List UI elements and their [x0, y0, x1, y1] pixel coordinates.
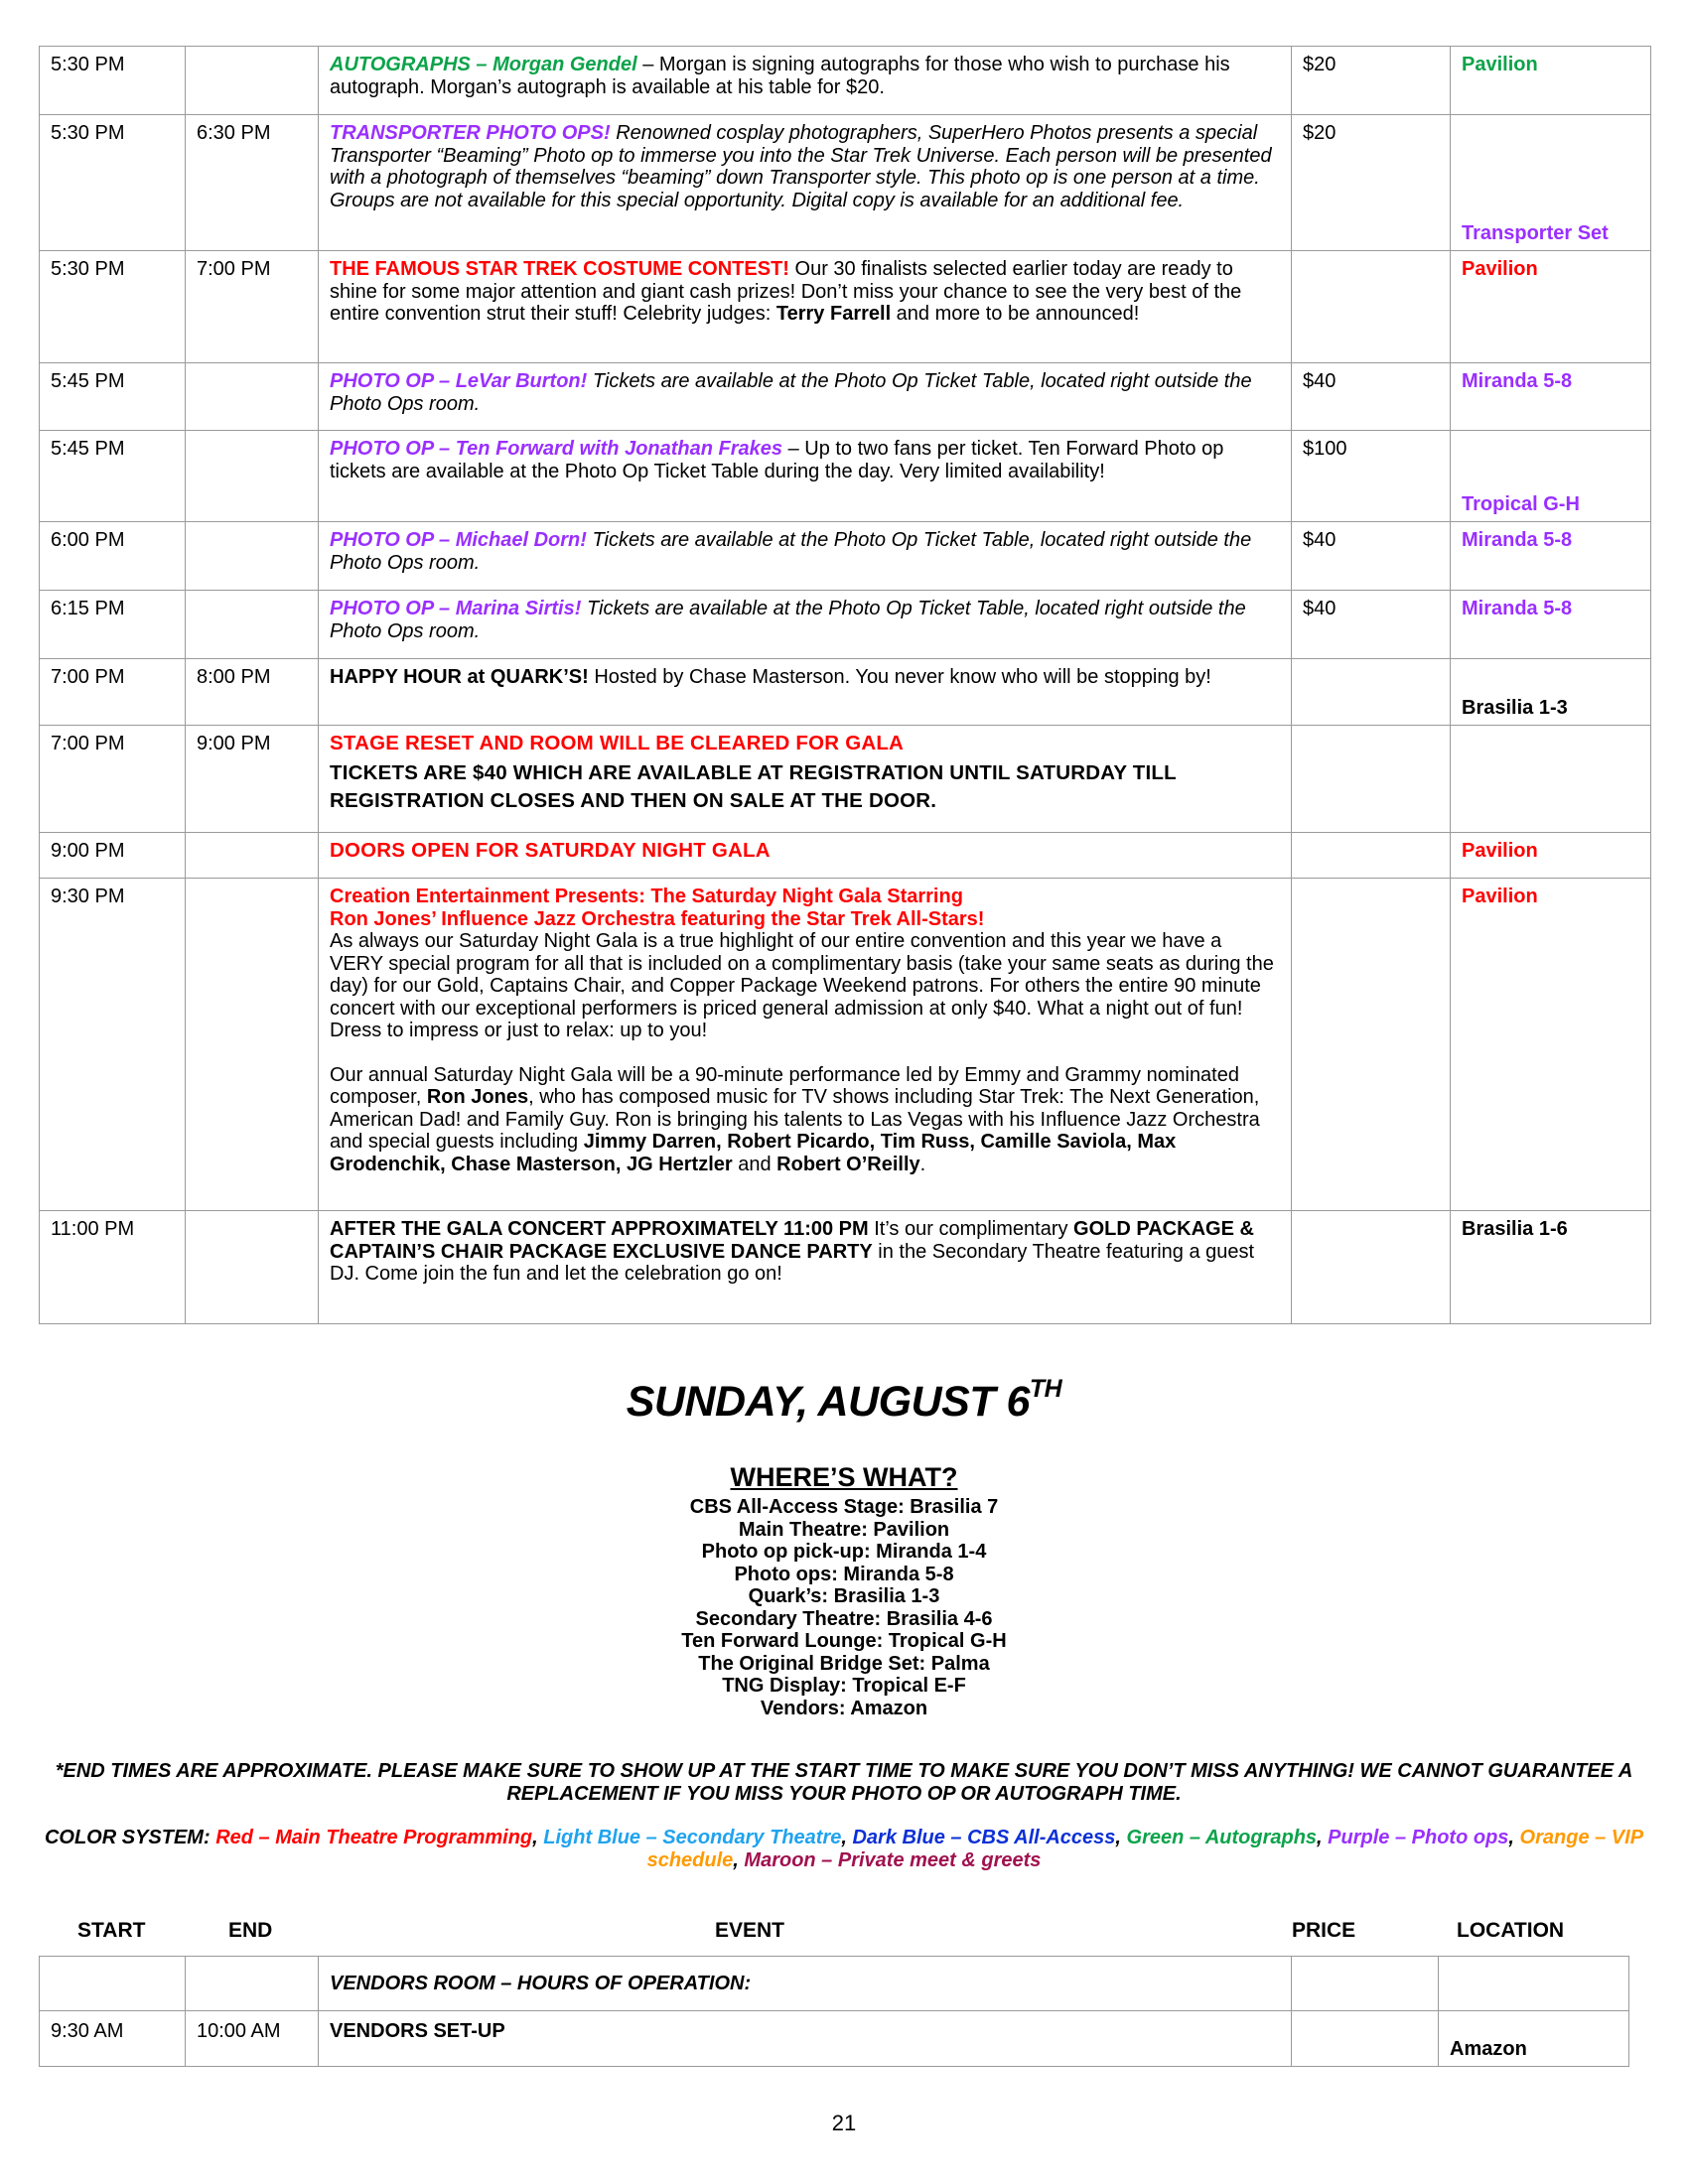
start-time	[40, 1957, 186, 2011]
event-cell	[319, 833, 1292, 879]
list-item: Photo op pick-up: Miranda 1-4	[701, 1541, 987, 1563]
end-time	[186, 363, 319, 431]
event-text: – Morgan is signing autographs for those who wish to purchase his autograph. Morgan’s autograph is available at his table for $20.	[330, 54, 1230, 98]
column-header-price: PRICE	[1292, 1919, 1356, 1942]
end-time: 6:30 PM	[186, 115, 319, 251]
location: Miranda 5-8	[1451, 591, 1651, 659]
end-times-note: *END TIMES ARE APPROXIMATE. PLEASE MAKE SURE TO SHOW UP AT THE START TIME TO MAKE SURE YOU DON’T MISS ANYTHING! WE CANNOT GUARANTEE A REPLACEMENT IF YOU MISS YOUR PHOTO OP OR AUTOGRAPH TIME.	[55, 1760, 1633, 1805]
start-time: 5:30 PM	[40, 115, 186, 251]
guest-names: Jimmy Darren, Robert Picardo, Tim Russ, Camille Saviola, Max Grodenchik, Chase Masterson, JG Hertzler	[330, 1131, 1177, 1175]
event-title: PHOTO OP – Ten Forward with Jonathan Frakes	[330, 438, 783, 460]
event-cell	[319, 522, 1292, 591]
event-title: HAPPY HOUR at QUARK’S!	[330, 666, 589, 688]
color-system-label: COLOR SYSTEM:	[44, 1827, 216, 1848]
table-row	[40, 591, 1651, 659]
event-subtitle: Ron Jones’ Influence Jazz Orchestra featuring the Star Trek All-Stars!	[330, 907, 985, 930]
composer-name: Ron Jones	[426, 1086, 529, 1108]
table-row	[40, 659, 1651, 726]
table-row	[40, 363, 1651, 431]
legend-dark-blue: Dark Blue – CBS All-Access	[852, 1827, 1116, 1848]
table-row	[40, 522, 1651, 591]
color-system-legend	[40, 1827, 1648, 1871]
legend-separator: ,	[1317, 1827, 1329, 1848]
end-time: 7:00 PM	[186, 251, 319, 363]
event-cell	[319, 879, 1292, 1211]
event-cell	[319, 363, 1292, 431]
event-cell: VENDORS ROOM – HOURS OF OPERATION:	[319, 1957, 1292, 2011]
end-time: 10:00 AM	[186, 2011, 319, 2067]
paragraph-text: and	[732, 1153, 777, 1175]
start-time: 7:00 PM	[40, 726, 186, 833]
event-tail: and more to be announced!	[891, 303, 1140, 325]
location: Brasilia 1-6	[1451, 1211, 1651, 1324]
list-item: Ten Forward Lounge: Tropical G-H	[681, 1630, 1007, 1652]
paragraph-gap	[330, 1042, 1279, 1064]
end-time	[186, 47, 319, 115]
end-time	[186, 522, 319, 591]
end-time	[186, 431, 319, 522]
event-text: TICKETS ARE $40 WHICH ARE AVAILABLE AT REGISTRATION UNTIL SATURDAY TILL REGISTRATION CLOSES AND THEN ON SALE AT THE DOOR.	[330, 760, 1177, 812]
wheres-what-title: WHERE’S WHAT?	[730, 1462, 958, 1492]
event-bold: GOLD PACKAGE & CAPTAIN’S CHAIR PACKAGE EXCLUSIVE DANCE PARTY	[330, 1218, 1254, 1263]
saturday-schedule-table	[39, 46, 1651, 1324]
table-row	[40, 1957, 1629, 2011]
table-row	[40, 47, 1651, 115]
price	[1292, 1957, 1439, 2011]
start-time: 11:00 PM	[40, 1211, 186, 1324]
column-header-start: START	[77, 1919, 146, 1942]
legend-separator: ,	[841, 1827, 853, 1848]
legend-maroon: Maroon – Private meet & greets	[744, 1848, 1042, 1871]
location: Tropical G-H	[1451, 431, 1651, 522]
event-text: Tickets are available at the Photo Op Ticket Table, located right outside the Photo Ops room.	[330, 529, 1252, 574]
list-item: Main Theatre: Pavilion	[738, 1518, 950, 1541]
event-cell: VENDORS SET-UP	[319, 2011, 1292, 2067]
event-title: PHOTO OP – Marina Sirtis!	[330, 598, 582, 619]
event-cell	[319, 659, 1292, 726]
list-item: Secondary Theatre: Brasilia 4-6	[695, 1607, 993, 1630]
event-cell	[319, 115, 1292, 251]
start-time: 7:00 PM	[40, 659, 186, 726]
start-time: 9:30 AM	[40, 2011, 186, 2067]
location: Miranda 5-8	[1451, 522, 1651, 591]
legend-light-blue: Light Blue – Secondary Theatre	[543, 1827, 842, 1848]
column-header-end: END	[228, 1919, 273, 1942]
event-cell	[319, 726, 1292, 833]
list-item: Quark’s: Brasilia 1-3	[748, 1585, 940, 1607]
event-text: Hosted by Chase Masterson. You never know who will be stopping by!	[588, 666, 1211, 688]
start-time: 9:30 PM	[40, 879, 186, 1211]
location: Amazon	[1439, 2011, 1629, 2067]
day-heading-text: SUNDAY, AUGUST 6	[626, 1378, 1030, 1426]
location: Pavilion	[1451, 879, 1651, 1211]
price: $20	[1292, 47, 1451, 115]
start-time: 9:00 PM	[40, 833, 186, 879]
price	[1292, 2011, 1439, 2067]
legend-orange: Orange – VIP schedule	[646, 1827, 1644, 1871]
day-heading	[0, 1374, 1688, 1427]
legend-separator: ,	[1115, 1827, 1127, 1848]
legend-red: Red – Main Theatre Programming	[215, 1827, 533, 1848]
start-time: 5:30 PM	[40, 251, 186, 363]
location: Pavilion	[1451, 47, 1651, 115]
table-row	[40, 833, 1651, 879]
table-row	[40, 726, 1651, 833]
price	[1292, 879, 1451, 1211]
location: Pavilion	[1451, 833, 1651, 879]
price	[1292, 726, 1451, 833]
price	[1292, 251, 1451, 363]
event-text: Tickets are available at the Photo Op Ticket Table, located right outside the Photo Ops room.	[330, 370, 1252, 415]
price: $20	[1292, 115, 1451, 251]
table-row	[40, 2011, 1629, 2067]
wheres-what-list	[0, 1496, 1688, 1719]
location: Brasilia 1-3	[1451, 659, 1651, 726]
list-item: The Original Bridge Set: Palma	[698, 1652, 990, 1675]
location: Transporter Set	[1451, 115, 1651, 251]
list-item: TNG Display: Tropical E-F	[722, 1675, 966, 1697]
list-item: Photo ops: Miranda 5-8	[734, 1563, 954, 1585]
event-tail: in the Secondary Theatre featuring a guest DJ. Come join the fun and let the celebration go on!	[330, 1240, 1255, 1285]
event-title: PHOTO OP – LeVar Burton!	[330, 370, 588, 392]
legend-green: Green – Autographs	[1126, 1827, 1318, 1848]
column-header-location: LOCATION	[1457, 1919, 1565, 1942]
price: $40	[1292, 591, 1451, 659]
day-heading-suffix: TH	[1029, 1374, 1062, 1403]
event-title: TRANSPORTER PHOTO OPS!	[330, 122, 611, 144]
end-time	[186, 591, 319, 659]
end-time: 8:00 PM	[186, 659, 319, 726]
event-paragraph-2	[330, 1064, 1279, 1176]
event-title: AUTOGRAPHS – Morgan Gendel	[330, 54, 637, 75]
event-cell	[319, 431, 1292, 522]
end-time	[186, 879, 319, 1211]
event-cell	[319, 47, 1292, 115]
paragraph-text: , who has composed music for TV shows including Star Trek: The Next Generation, American Dad! and Family Guy. Ron is bringing his talents to Las Vegas with his Influence Jazz Orchestra and special guests including	[330, 1086, 1260, 1153]
event-cell	[319, 251, 1292, 363]
price: $40	[1292, 363, 1451, 431]
legend-separator: ,	[532, 1827, 544, 1848]
paragraph-text: Our annual Saturday Night Gala will be a 90-minute performance led by Emmy and Grammy nominated composer,	[330, 1063, 1239, 1108]
location: Miranda 5-8	[1451, 363, 1651, 431]
table-row	[40, 115, 1651, 251]
list-item: Vendors: Amazon	[760, 1697, 928, 1719]
event-cell	[319, 591, 1292, 659]
start-time: 6:15 PM	[40, 591, 186, 659]
column-header-event: EVENT	[715, 1919, 785, 1942]
list-item: CBS All-Access Stage: Brasilia 7	[689, 1496, 999, 1518]
start-time: 5:30 PM	[40, 47, 186, 115]
event-title: DOORS OPEN FOR SATURDAY NIGHT GALA	[330, 839, 771, 862]
price: $40	[1292, 522, 1451, 591]
location: Pavilion	[1451, 251, 1651, 363]
table-row	[40, 879, 1651, 1211]
event-title: STAGE RESET AND ROOM WILL BE CLEARED FOR GALA	[330, 732, 905, 754]
event-title: PHOTO OP – Michael Dorn!	[330, 529, 587, 551]
event-text: As always our Saturday Night Gala is a true highlight of our entire convention and this year we have a VERY special program for all that is included on a complimentary basis (take your same seats as during the day) for our Gold, Captains Chair, and Copper Package Weekend patrons. For others the entire 90 minute concert with our exceptional performers is priced general admission at only $40. What a night out of fun! Dress to impress or just to relax: up to you!	[330, 930, 1274, 1041]
start-time: 5:45 PM	[40, 431, 186, 522]
event-title: Creation Entertainment Presents: The Saturday Night Gala Starring	[330, 886, 963, 907]
event-text: Our 30 finalists selected earlier today are ready to shine for some major attention and giant cash prizes! Don’t miss your chance to see the very best of the entire convention strut their stuff! Celebrity judges:	[330, 258, 1242, 325]
legend-separator: ,	[1508, 1827, 1520, 1848]
event-title: THE FAMOUS STAR TREK COSTUME CONTEST!	[330, 258, 789, 280]
price	[1292, 659, 1451, 726]
table-row	[40, 251, 1651, 363]
price	[1292, 1211, 1451, 1324]
location	[1451, 726, 1651, 833]
end-time	[186, 833, 319, 879]
paragraph-text: .	[919, 1153, 926, 1175]
event-bold: Terry Farrell	[775, 303, 892, 325]
price	[1292, 833, 1451, 879]
event-title: AFTER THE GALA CONCERT APPROXIMATELY 11:00 PM	[330, 1218, 869, 1240]
event-text: Renowned cosplay photographers, SuperHero Photos presents a special Transporter “Beaming” Photo op to immerse you into the Star Trek Universe. Each person will be presented with a photograph of themselves “beaming” down Transporter style. This photo op is one person at a time. Groups are not available for this special opportunity. Digital copy is available for an additional fee.	[330, 122, 1272, 211]
event-text: It’s our complimentary	[868, 1218, 1074, 1240]
start-time: 5:45 PM	[40, 363, 186, 431]
price: $100	[1292, 431, 1451, 522]
end-time	[186, 1957, 319, 2011]
table-row	[40, 1211, 1651, 1324]
location	[1439, 1957, 1629, 2011]
end-time	[186, 1211, 319, 1324]
sunday-schedule-table	[39, 1956, 1629, 2067]
legend-purple: Purple – Photo ops	[1328, 1827, 1509, 1848]
page-number: 21	[831, 2111, 857, 2135]
event-text: – Up to two fans per ticket. Ten Forward Photo op tickets are available at the Photo Op Ticket Table during the day. Very limited availability!	[330, 438, 1224, 482]
start-time: 6:00 PM	[40, 522, 186, 591]
end-time: 9:00 PM	[186, 726, 319, 833]
event-cell	[319, 1211, 1292, 1324]
guest-name: Robert O’Reilly	[776, 1153, 920, 1175]
legend-separator: ,	[733, 1848, 745, 1871]
event-text: Tickets are available at the Photo Op Ticket Table, located right outside the Photo Ops room.	[330, 598, 1246, 642]
table-row	[40, 431, 1651, 522]
